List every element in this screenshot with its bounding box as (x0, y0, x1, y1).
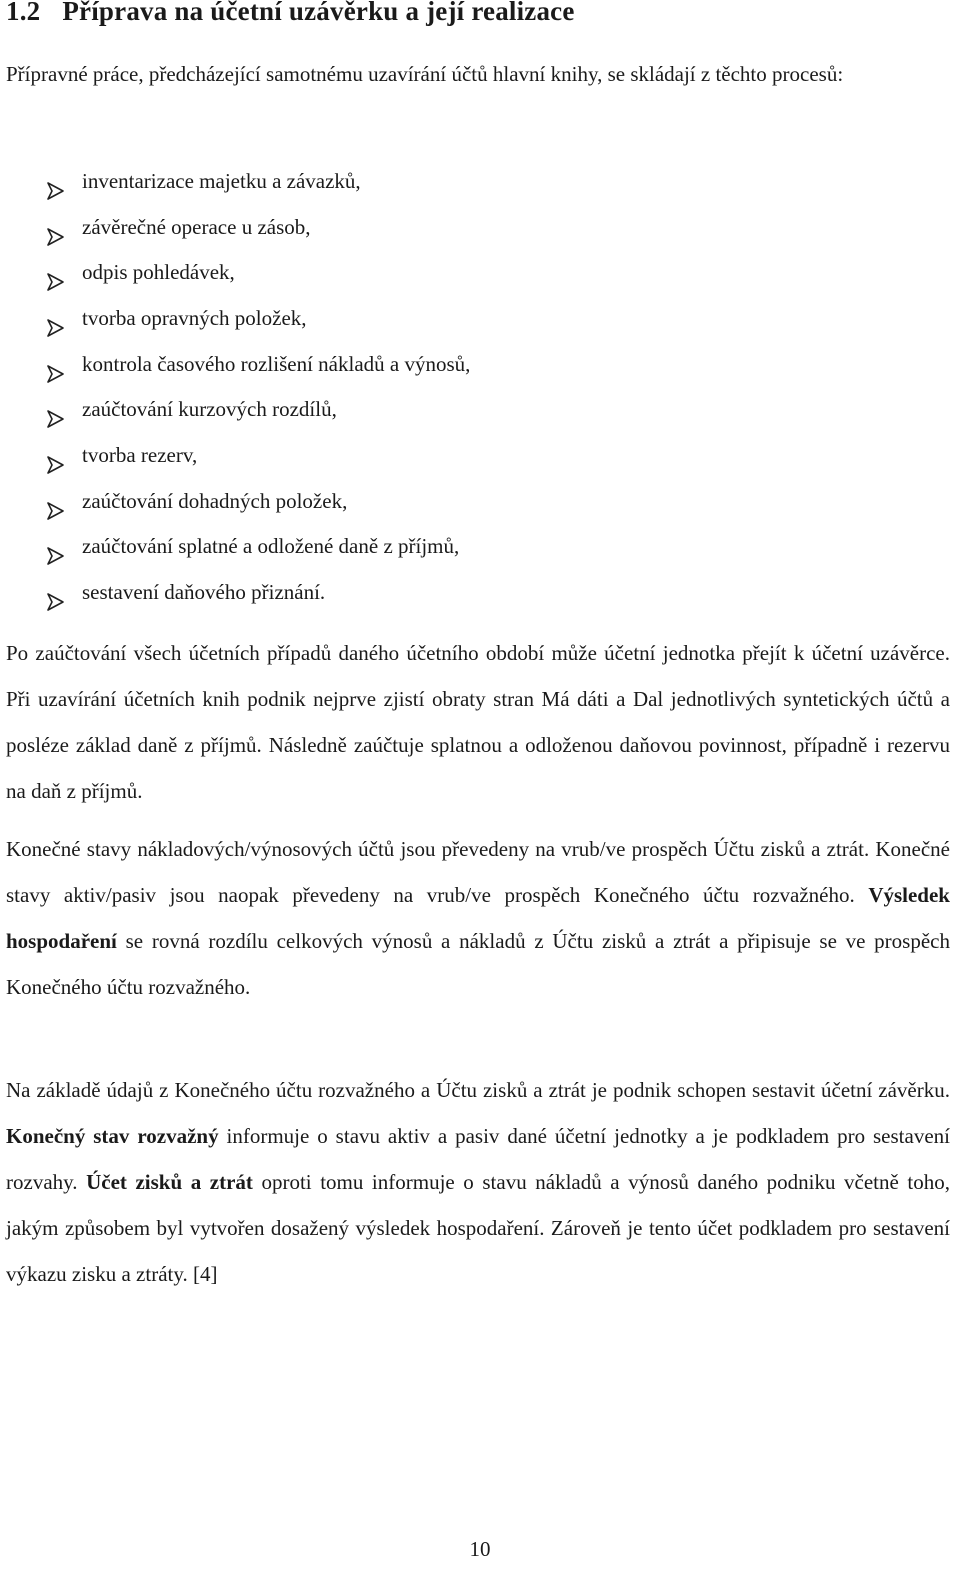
list-item-label: sestavení daňového přiznání. (82, 580, 326, 605)
arrow-bullet-icon (46, 582, 82, 602)
arrow-bullet-icon (46, 262, 82, 282)
list-item (46, 295, 470, 341)
paragraph-financial-statements (6, 1067, 950, 1297)
arrow-bullet-icon (46, 171, 82, 191)
list-item (46, 524, 470, 570)
bold-term-balance: Konečný stav rozvažný (6, 1124, 219, 1148)
paragraph-final-balances (6, 826, 950, 1010)
arrow-bullet-icon (46, 308, 82, 328)
paragraph-text: se rovná rozdílu celkových výnosů a nákladů z Účtu zisků a ztrát a připisuje se ve prospěch Konečného účtu rozvažného. (6, 929, 950, 999)
list-item (46, 204, 470, 250)
arrow-bullet-icon (46, 217, 82, 237)
paragraph-text: Na základě údajů z Konečného účtu rozvažného a Účtu zisků a ztrát je podnik schopen sestavit účetní závěrku. (6, 1078, 950, 1102)
arrow-bullet-icon (46, 399, 82, 419)
paragraph-text: Konečné stavy nákladových/výnosových účtů jsou převedeny na vrub/ve prospěch Účtu zisků a ztrát. Konečné stavy aktiv/pasiv jsou naopak převedeny na vrub/ve prospěch Konečného účtu rozvažného. (6, 837, 950, 907)
list-item-label: tvorba opravných položek, (82, 305, 307, 330)
paragraph-closing-process: Po zaúčtování všech účetních případů daného účetního období může účetní jednotka přejít k účetní uzávěrce. Při uzavírání účetních knih podnik nejprve zjistí obraty stran Má dáti a Dal jednotlivých syntetických účtů a posléze základ daně z příjmů. Následně zaúčtuje splatnou a odloženou daňovou povinnost, případně i rezervu na daň z příjmů. (6, 641, 950, 803)
arrow-bullet-icon (46, 354, 82, 374)
section-number: 1.2 (6, 0, 41, 26)
list-item-label: tvorba rezerv, (82, 442, 198, 467)
list-item (46, 249, 470, 295)
list-item-label: zaúčtování splatné a odložené daně z příjmů, (82, 534, 460, 559)
list-item-label: kontrola časového rozlišení nákladů a výnosů, (82, 351, 471, 376)
paragraph-text: oproti tomu informuje o stavu nákladů a výnosů daného podniku včetně toho, jakým způsobem byl vytvořen dosažený výsledek hospodaření. Zároveň je tento účet podkladem pro sestavení výkazu zisku a ztráty. [4] (6, 1170, 950, 1286)
process-list (46, 158, 470, 615)
list-item-label: zaúčtování dohadných položek, (82, 488, 348, 513)
page-number: 10 (469, 1537, 491, 1561)
bold-term-result: Výsledek hospodaření (6, 883, 950, 953)
arrow-bullet-icon (46, 491, 82, 511)
list-item-label: inventarizace majetku a závazků, (82, 168, 361, 193)
list-item (46, 158, 470, 204)
paragraph-text: informuje o stavu aktiv a pasiv dané účetní jednotky a je podkladem pro sestavení rozvahy. (6, 1124, 950, 1194)
list-item (46, 432, 470, 478)
arrow-bullet-icon (46, 445, 82, 465)
section-heading (6, 0, 575, 27)
list-item-label: závěrečné operace u zásob, (82, 214, 311, 239)
section-title: Příprava na účetní uzávěrku a její realizace (62, 0, 575, 26)
list-item (46, 341, 470, 387)
list-item (46, 569, 470, 615)
list-item-label: odpis pohledávek, (82, 260, 235, 285)
list-item (46, 386, 470, 432)
list-item-label: zaúčtování kurzových rozdílů, (82, 397, 337, 422)
intro-paragraph: Přípravné práce, předcházející samotnému uzavírání účtů hlavní knihy, se skládají z těchto procesů: (6, 62, 844, 86)
list-item (46, 478, 470, 524)
arrow-bullet-icon (46, 536, 82, 556)
bold-term-profit-loss: Účet zisků a ztrát (86, 1170, 253, 1194)
